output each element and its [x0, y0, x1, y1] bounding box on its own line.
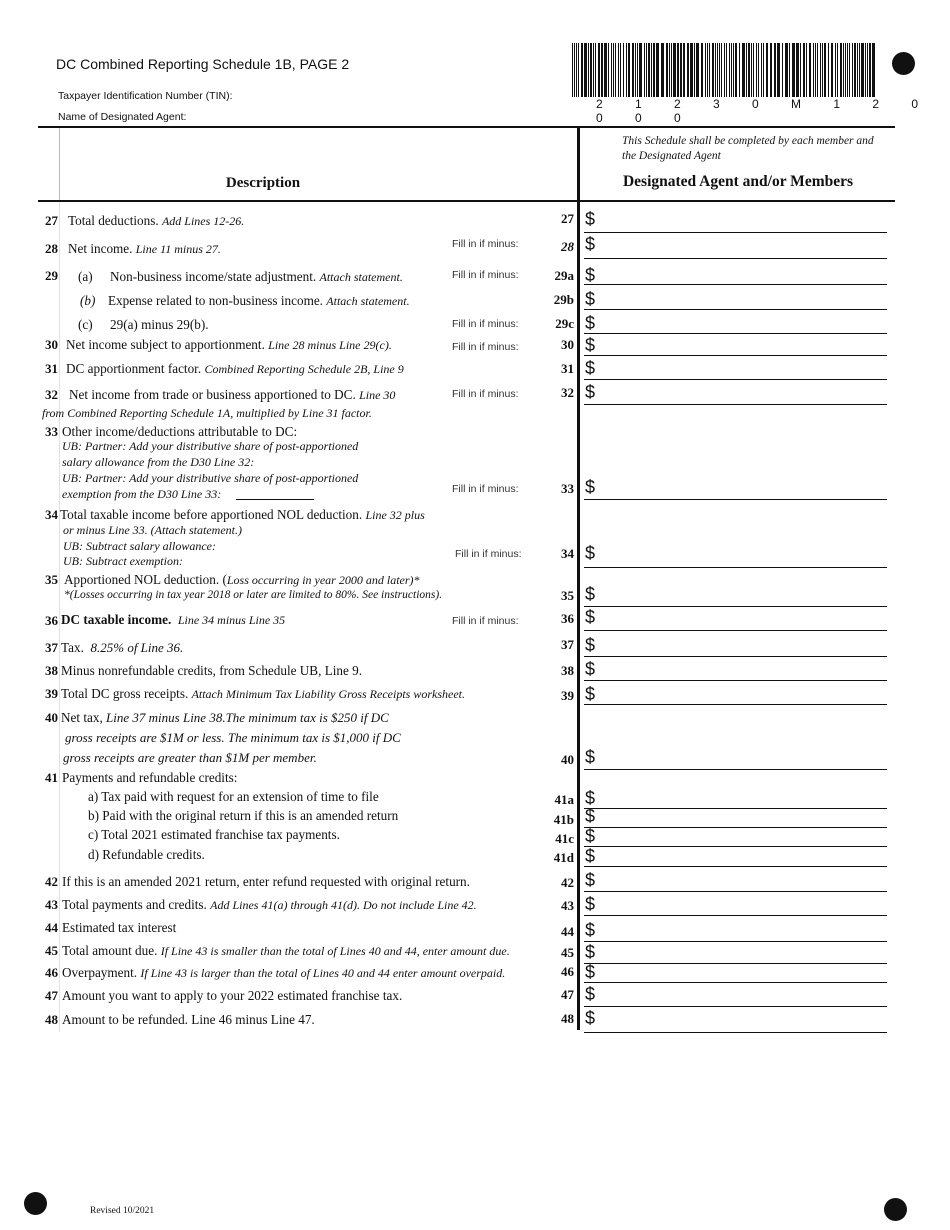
line-45-dollar: $: [585, 942, 596, 962]
line-33-sub-2: salary allowance from the D30 Line 32:: [62, 455, 255, 469]
line-43-code: 43: [561, 898, 574, 913]
barcode-bar: [669, 43, 670, 97]
line-41c-code: 41c: [555, 831, 574, 846]
barcode-bar: [843, 43, 844, 97]
barcode-bar: [777, 43, 780, 97]
line-27-text: Total deductions. Add Lines 12-26.: [68, 213, 245, 228]
barcode-bar: [595, 43, 596, 97]
line-29a-fill-label: Fill in if minus:: [452, 269, 519, 281]
line-29c-amount-field[interactable]: [584, 333, 887, 334]
barcode-bar: [789, 43, 790, 97]
line-46-amount-field[interactable]: [584, 982, 887, 983]
barcode-bar: [822, 43, 823, 97]
line-47-dollar: $: [585, 984, 596, 1004]
barcode-bar: [835, 43, 836, 97]
barcode-bar: [618, 43, 619, 97]
line-39-amount-field[interactable]: [584, 704, 887, 705]
barcode-bar: [726, 43, 727, 97]
barcode-bar: [623, 43, 624, 97]
line-30-dollar: $: [585, 335, 596, 355]
line-43-dollar: $: [585, 894, 596, 914]
barcode-bar: [872, 43, 875, 97]
schedule-note: This Schedule shall be completed by each member and the Designated Agent: [622, 135, 874, 162]
line-46-text: Overpayment. If Line 43 is larger than the total of Lines 40 and 44 enter amount overpaid.: [62, 965, 506, 980]
barcode-bar: [696, 43, 699, 97]
line-48-text: Amount to be refunded. Line 46 minus Line 47.: [62, 1012, 315, 1027]
barcode-bar: [774, 43, 776, 97]
barcode-bar: [709, 43, 710, 97]
line-45-number: 45: [45, 943, 58, 958]
line-35-text: Apportioned NOL deduction. (Loss occurring in year 2000 and later)*: [64, 572, 420, 587]
line-29c-text: 29(a) minus 29(b).: [110, 317, 209, 332]
barcode-bar: [733, 43, 734, 97]
barcode-bar: [756, 43, 757, 97]
barcode-bar: [687, 43, 689, 97]
line-30-text: Net income subject to apportionment. Line 28 minus Line 29(c).: [66, 337, 392, 352]
barcode-bar: [831, 43, 833, 97]
barcode-bar: [712, 43, 714, 97]
barcode-bar: [651, 43, 652, 97]
line-41d-dollar: $: [585, 846, 596, 866]
barcode-bar: [707, 43, 708, 97]
line-42-dollar: $: [585, 870, 596, 890]
barcode-bar: [766, 43, 768, 97]
line-45-code: 45: [561, 945, 574, 960]
line-27-amount-field[interactable]: [584, 232, 887, 233]
line-47-text: Amount you want to apply to your 2022 estimated franchise tax.: [62, 988, 403, 1003]
line-34-code: 34: [561, 546, 574, 561]
line-37-amount-field[interactable]: [584, 656, 887, 657]
line-47-number: 47: [45, 988, 58, 1003]
barcode-bar: [815, 43, 816, 97]
line-39-code: 39: [561, 688, 574, 703]
barcode-bar: [648, 43, 650, 97]
line-39-dollar: $: [585, 684, 596, 704]
line-39-number: 39: [45, 686, 58, 701]
barcode-bar: [705, 43, 706, 97]
line-39-text: Total DC gross receipts. Attach Minimum Tax Liability Gross Receipts worksheet.: [61, 686, 465, 701]
number-column-divider: [59, 202, 60, 1032]
line-46-code: 46: [561, 964, 574, 979]
barcode: [572, 43, 877, 97]
line-38-amount-field[interactable]: [584, 680, 887, 681]
barcode-bar: [865, 43, 866, 97]
line-29b-dollar: $: [585, 289, 596, 309]
barcode-bar: [588, 43, 589, 97]
line-29b-text: Expense related to non-business income. Attach statement.: [108, 293, 410, 308]
barcode-bar: [867, 43, 868, 97]
line-33-fill-label: Fill in if minus:: [452, 483, 519, 495]
registration-mark-bottom-left: [24, 1192, 47, 1215]
line-31-text: DC apportionment factor. Combined Reporting Schedule 2B, Line 9: [66, 361, 404, 376]
barcode-bar: [859, 43, 860, 97]
line-29a-code: 29a: [554, 268, 574, 283]
column-header-description: Description: [225, 175, 301, 191]
barcode-bar: [813, 43, 814, 97]
line-35-amount-field[interactable]: [584, 606, 887, 607]
barcode-bar: [724, 43, 725, 97]
line-33-text: Other income/deductions attributable to DC:: [62, 424, 298, 439]
line-41b-text: b) Paid with the original return if this is an amended return: [88, 808, 399, 823]
barcode-bar: [593, 43, 594, 97]
barcode-bar: [661, 43, 664, 97]
line-35-dollar: $: [585, 584, 596, 604]
barcode-bar: [620, 43, 621, 97]
barcode-bar: [840, 43, 842, 97]
barcode-bar: [869, 43, 871, 97]
line-48-amount-field[interactable]: [584, 1032, 887, 1033]
barcode-bar: [746, 43, 747, 97]
barcode-bar: [753, 43, 754, 97]
barcode-bar: [817, 43, 818, 97]
line-44-number: 44: [45, 920, 58, 935]
barcode-bar: [604, 43, 607, 97]
line-31-amount-field[interactable]: [584, 379, 887, 380]
barcode-bar: [584, 43, 587, 97]
barcode-bar: [581, 43, 583, 97]
barcode-bar: [782, 43, 783, 97]
barcode-bar: [683, 43, 685, 97]
barcode-bar: [761, 43, 762, 97]
barcode-bar: [849, 43, 850, 97]
barcode-bar: [758, 43, 759, 97]
line-33-sub-4: exemption from the D30 Line 33:: [62, 487, 222, 501]
barcode-bar: [828, 43, 829, 97]
line-29b-amount-field[interactable]: [584, 309, 887, 310]
line-48-dollar: $: [585, 1008, 596, 1028]
barcode-bar: [847, 43, 848, 97]
line-28-amount-field[interactable]: [584, 258, 887, 259]
barcode-bar: [578, 43, 579, 97]
barcode-bar: [837, 43, 838, 97]
line-34-amount-field[interactable]: [584, 567, 887, 568]
barcode-bar: [635, 43, 636, 97]
line-31-code: 31: [561, 361, 574, 376]
barcode-bar: [590, 43, 592, 97]
line-37-code: 37: [561, 637, 574, 652]
barcode-bar: [677, 43, 679, 97]
barcode-bar: [852, 43, 853, 97]
line-29c-label: (c): [78, 317, 93, 332]
line-47-code: 47: [561, 987, 574, 1002]
line-29a-label: (a): [78, 269, 93, 284]
line-42-number: 42: [45, 874, 58, 889]
column-header-agent: Designated Agent and/or Members: [622, 173, 854, 190]
barcode-bar: [854, 43, 856, 97]
line-32-number: 32: [45, 387, 58, 402]
line-28-code: 28: [561, 239, 574, 254]
line-32-dollar: $: [585, 382, 596, 402]
barcode-bar: [628, 43, 630, 97]
line-41c-amount-field[interactable]: [584, 846, 887, 847]
barcode-bar: [731, 43, 732, 97]
barcode-bar: [637, 43, 638, 97]
line-38-text: Minus nonrefundable credits, from Schedule UB, Line 9.: [61, 663, 363, 678]
line-33-code: 33: [561, 481, 574, 496]
barcode-bar: [673, 43, 676, 97]
barcode-bar: [626, 43, 627, 97]
line-32-code: 32: [561, 385, 574, 400]
line-32-continuation: from Combined Reporting Schedule 1A, multiplied by Line 31 factor.: [42, 406, 372, 420]
barcode-bar: [803, 43, 805, 97]
line-29c-fill-label: Fill in if minus:: [452, 318, 519, 330]
barcode-bar: [680, 43, 682, 97]
barcode-bar: [806, 43, 807, 97]
line-41d-code: 41d: [553, 850, 574, 865]
line-27-number: 27: [45, 213, 58, 228]
line-35-number: 35: [45, 572, 58, 587]
line-29-number: 29: [45, 268, 58, 283]
line-29a-dollar: $: [585, 265, 596, 285]
line-36-text: DC taxable income. Line 34 minus Line 35: [61, 612, 286, 627]
line-41b-amount-field[interactable]: [584, 827, 887, 828]
line-40-dollar: $: [585, 747, 596, 767]
line-48-number: 48: [45, 1012, 58, 1027]
barcode-bar: [574, 43, 575, 97]
line-41c-text: c) Total 2021 estimated franchise tax payments.: [88, 827, 340, 842]
line-44-dollar: $: [585, 920, 596, 940]
line-40-amount-field[interactable]: [584, 769, 887, 770]
barcode-bar: [800, 43, 801, 97]
barcode-bar: [809, 43, 811, 97]
line-37-text: Tax. 8.25% of Line 36.: [61, 640, 184, 655]
line-47-amount-field[interactable]: [584, 1006, 887, 1007]
line-40-text: Net tax, Line 37 minus Line 38.The minimum tax is $250 if DC: [61, 710, 389, 725]
line-33-sub-3: UB: Partner: Add your distributive share of post-apportioned: [62, 471, 359, 485]
line-28-number: 28: [45, 241, 58, 256]
line-36-amount-field[interactable]: [584, 630, 887, 631]
line-37-number: 37: [45, 640, 58, 655]
line-34-fill-label: Fill in if minus:: [455, 548, 522, 560]
line-42-amount-field[interactable]: [584, 891, 887, 892]
barcode-bar: [666, 43, 668, 97]
barcode-bar: [671, 43, 672, 97]
revised-date: Revised 10/2021: [90, 1206, 155, 1216]
barcode-bar: [598, 43, 600, 97]
line-34-sub-2: UB: Subtract salary allowance:: [63, 539, 216, 553]
header-bottom-rule: [38, 200, 895, 202]
line-43-text: Total payments and credits. Add Lines 41(a) through 41(d). Do not include Line 42.: [62, 897, 477, 912]
line-33-dollar: $: [585, 477, 596, 497]
line-30-fill-label: Fill in if minus:: [452, 341, 519, 353]
line-36-dollar: $: [585, 607, 596, 627]
line-45-amount-field[interactable]: [584, 963, 887, 964]
line-35-code: 35: [561, 588, 574, 603]
line-42-text: If this is an amended 2021 return, enter refund requested with original return.: [62, 874, 470, 889]
barcode-bar: [646, 43, 647, 97]
barcode-bar: [715, 43, 716, 97]
barcode-bar: [611, 43, 612, 97]
barcode-bar: [632, 43, 634, 97]
barcode-bar: [644, 43, 645, 97]
line-29c-dollar: $: [585, 313, 596, 333]
barcode-bar: [719, 43, 720, 97]
line-31-number: 31: [45, 361, 58, 376]
line-46-dollar: $: [585, 962, 596, 982]
line-30-amount-field[interactable]: [584, 355, 887, 356]
barcode-bar: [694, 43, 695, 97]
barcode-bar: [845, 43, 846, 97]
line-34-text: Total taxable income before apportioned NOL deduction. Line 32 plus: [60, 507, 425, 522]
line-41a-code: 41a: [554, 792, 574, 807]
barcode-bar: [615, 43, 616, 97]
line-33-exemption-field[interactable]: [236, 499, 314, 500]
barcode-bar: [824, 43, 826, 97]
line-44-amount-field[interactable]: [584, 941, 887, 942]
barcode-bar: [601, 43, 603, 97]
barcode-bar: [742, 43, 745, 97]
line-43-number: 43: [45, 897, 58, 912]
barcode-bar: [820, 43, 821, 97]
barcode-bar: [770, 43, 772, 97]
line-41c-dollar: $: [585, 826, 596, 846]
line-32-fill-label: Fill in if minus:: [452, 388, 519, 400]
line-33-number: 33: [45, 424, 58, 439]
barcode-bar: [639, 43, 642, 97]
line-33-sub-1: UB: Partner: Add your distributive share of post-apportioned: [62, 439, 359, 453]
barcode-bar: [735, 43, 737, 97]
barcode-bar: [796, 43, 799, 97]
line-32-text: Net income from trade or business apportioned to DC. Line 30: [69, 387, 396, 402]
barcode-bar: [572, 43, 573, 97]
line-38-number: 38: [45, 663, 58, 678]
line-31-dollar: $: [585, 358, 596, 378]
barcode-bar: [739, 43, 740, 97]
barcode-digits: 2 1 2 3 0 M 1 2 0 0 0 0: [596, 97, 933, 125]
line-34-dollar: $: [585, 543, 596, 563]
barcode-bar: [656, 43, 659, 97]
line-36-fill-label: Fill in if minus:: [452, 615, 519, 627]
line-35-sub-1: *(Losses occurring in tax year 2018 or later are limited to 80%. See instructions).: [64, 589, 443, 601]
barcode-bar: [608, 43, 609, 97]
line-44-text: Estimated tax interest: [62, 920, 177, 935]
line-41d-text: d) Refundable credits.: [88, 847, 205, 862]
line-34-number: 34: [45, 507, 58, 522]
line-38-code: 38: [561, 663, 574, 678]
line-29c-code: 29c: [555, 316, 574, 331]
barcode-bar: [576, 43, 577, 97]
line-45-text: Total amount due. If Line 43 is smaller than the total of Lines 40 and 44, enter amount due.: [62, 943, 510, 958]
barcode-bar: [717, 43, 718, 97]
registration-mark-bottom-right: [884, 1198, 907, 1221]
table-top-rule: [38, 126, 895, 128]
line-32-amount-field[interactable]: [584, 404, 887, 405]
barcode-bar: [763, 43, 764, 97]
form-title: DC Combined Reporting Schedule 1B, PAGE 2: [56, 56, 350, 72]
line-41d-amount-field[interactable]: [584, 866, 887, 867]
line-40-code: 40: [561, 752, 574, 767]
barcode-bar: [785, 43, 788, 97]
line-42-code: 42: [561, 875, 574, 890]
line-40-sub-1: gross receipts are $1M or less. The minimum tax is $1,000 if DC: [65, 730, 401, 745]
line-40-sub-2: gross receipts are greater than $1M per member.: [63, 750, 317, 765]
barcode-bar: [748, 43, 750, 97]
line-30-code: 30: [561, 337, 574, 352]
line-48-code: 48: [561, 1011, 574, 1026]
line-30-number: 30: [45, 337, 58, 352]
line-37-dollar: $: [585, 635, 596, 655]
line-29a-text: Non-business income/state adjustment. Attach statement.: [110, 269, 403, 284]
barcode-bar: [729, 43, 730, 97]
line-44-code: 44: [561, 924, 574, 939]
line-28-dollar: $: [585, 234, 596, 254]
line-41a-dollar: $: [585, 788, 596, 808]
column-divider: [577, 126, 580, 1030]
line-29a-amount-field[interactable]: [584, 284, 887, 285]
line-27-code: 27: [561, 211, 574, 226]
line-36-code: 36: [561, 611, 574, 626]
line-41b-code: 41b: [553, 812, 574, 827]
barcode-bar: [653, 43, 655, 97]
line-34-sub-1: or minus Line 33. (Attach statement.): [63, 523, 242, 537]
line-41-text: Payments and refundable credits:: [62, 770, 238, 785]
barcode-bar: [701, 43, 703, 97]
line-27-dollar: $: [585, 209, 596, 229]
barcode-bar: [751, 43, 752, 97]
line-40-number: 40: [45, 710, 58, 725]
barcode-bar: [861, 43, 864, 97]
line-36-number: 36: [45, 613, 58, 628]
line-41a-text: a) Tax paid with request for an extension of time to file: [88, 789, 379, 804]
agent-label: Name of Designated Agent:: [58, 111, 187, 123]
line-38-dollar: $: [585, 659, 596, 679]
line-33-amount-field[interactable]: [584, 499, 887, 500]
line-29b-label: (b): [80, 293, 96, 308]
barcode-bar: [613, 43, 614, 97]
line-41b-dollar: $: [585, 806, 596, 826]
tin-label: Taxpayer Identification Number (TIN):: [58, 90, 233, 102]
line-29b-code: 29b: [553, 292, 574, 307]
registration-mark-top-right: [892, 52, 915, 75]
line-43-amount-field[interactable]: [584, 915, 887, 916]
barcode-bar: [721, 43, 722, 97]
line-41a-amount-field[interactable]: [584, 808, 887, 809]
barcode-bar: [690, 43, 693, 97]
line-28-text: Net income. Line 11 minus 27.: [68, 241, 221, 256]
line-46-number: 46: [45, 965, 58, 980]
barcode-bar: [857, 43, 858, 97]
line-41-number: 41: [45, 770, 58, 785]
line-28-fill-label: Fill in if minus:: [452, 238, 519, 250]
line-34-sub-3: UB: Subtract exemption:: [63, 554, 183, 568]
barcode-bar: [792, 43, 795, 97]
